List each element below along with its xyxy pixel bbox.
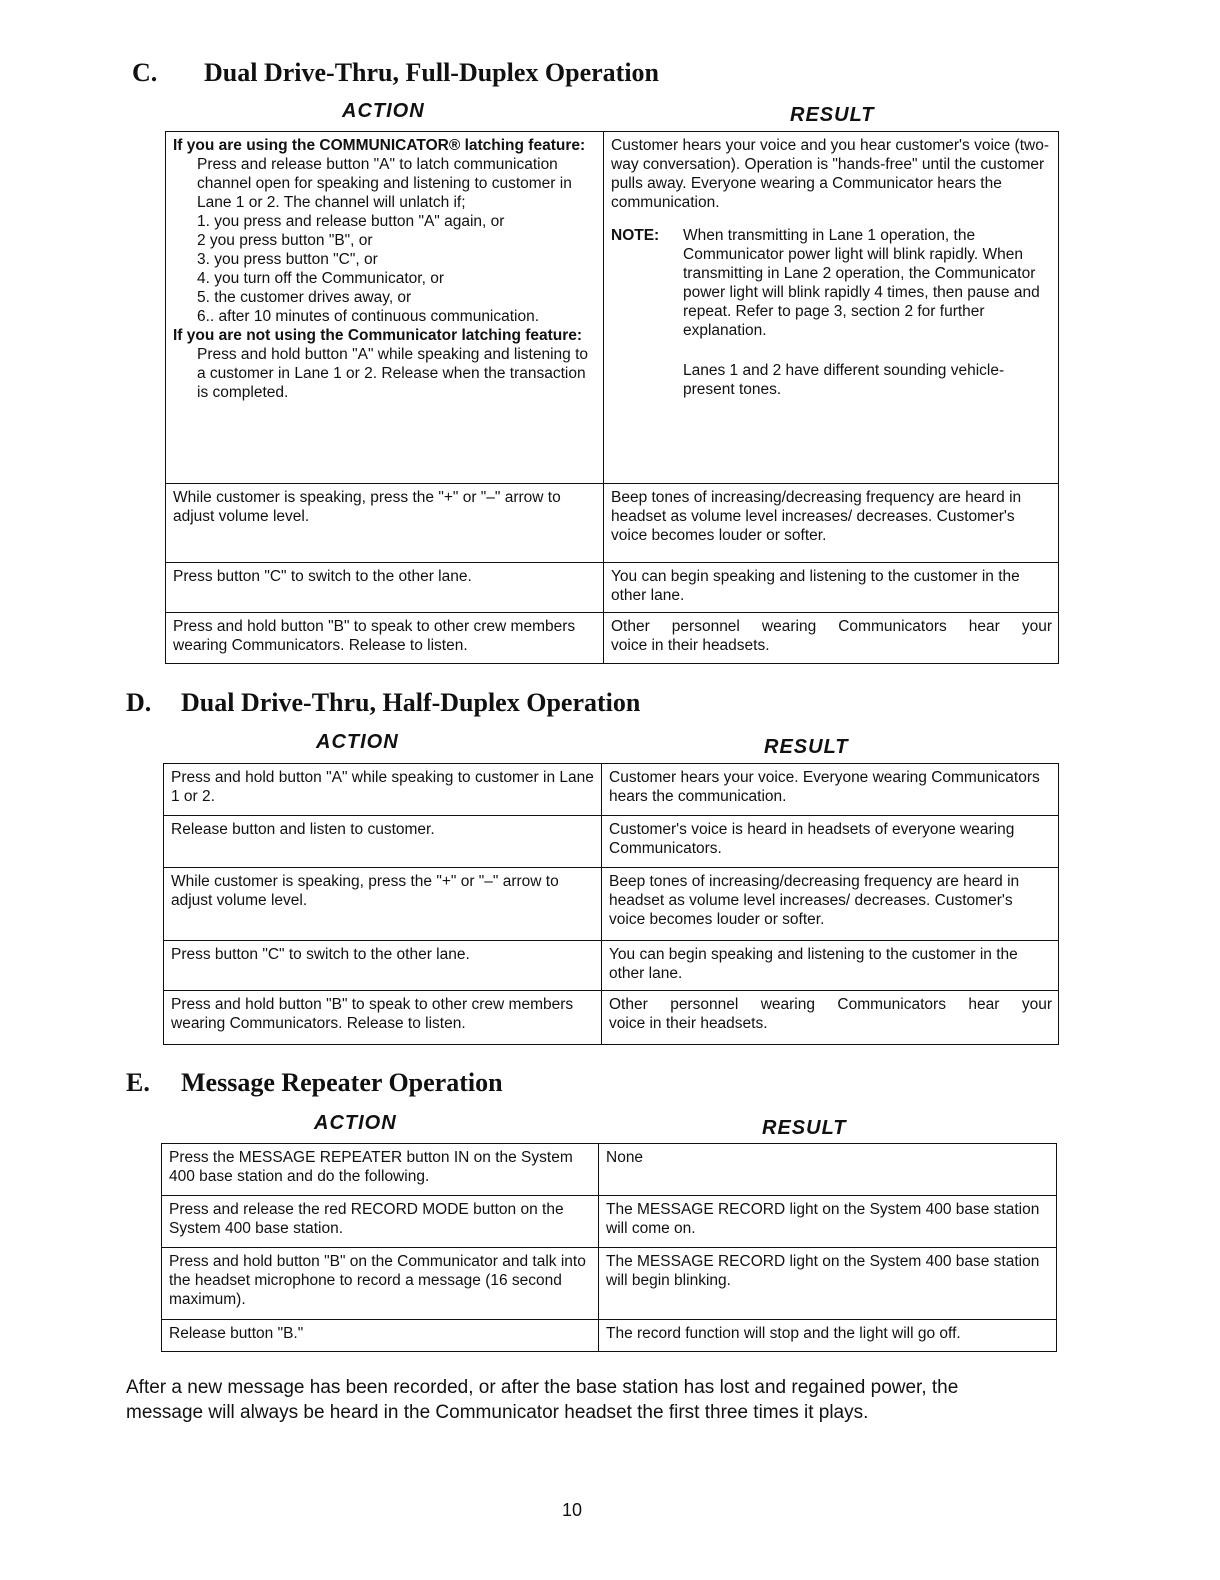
action-cell: Press button "C" to switch to the other lane. xyxy=(166,563,604,613)
table-row xyxy=(164,816,1059,868)
table-row xyxy=(164,991,1059,1045)
note-text: When transmitting in Lane 1 operation, the Communicator power light will blink rapidly. When transmitting in Lane 2 operation, the Communicator power light will blink rapidly 4 times, then pause and repeat. Refer to page 3, section 2 for further explanation. xyxy=(683,227,1040,339)
note-body xyxy=(683,226,1052,399)
table-row xyxy=(162,1144,1057,1196)
result-cell: Customer's voice is heard in headsets of everyone wearing Communicators. xyxy=(602,816,1059,868)
section-title-text: Dual Drive-Thru, Half-Duplex Operation xyxy=(181,688,641,717)
action-cell: Press the MESSAGE REPEATER button IN on the System 400 base station and do the following. xyxy=(162,1144,599,1196)
section-d-table xyxy=(163,763,1059,1045)
action-cell: Press and hold button "A" while speaking to customer in Lane 1 or 2. xyxy=(164,764,602,816)
action-cell: Release button and listen to customer. xyxy=(164,816,602,868)
section-letter: D. xyxy=(126,688,152,717)
result-cell: Beep tones of increasing/decreasing frequency are heard in headset as volume level increases/ decreases. Customer's voice becomes louder or softer. xyxy=(602,868,1059,941)
unlatch-conditions-list xyxy=(173,212,597,326)
result-cell xyxy=(602,991,1059,1045)
action-cell: Press button "C" to switch to the other lane. xyxy=(164,941,602,991)
result-cell: Customer hears your voice. Everyone wearing Communicators hears the communication. xyxy=(602,764,1059,816)
result-text: Customer hears your voice and you hear customer's voice (two-way conversation). Operation is "hands-free" until the customer pulls away. Everyone wearing a Communicator hears the communication. xyxy=(611,137,1050,211)
table-row xyxy=(164,764,1059,816)
action-column-header: ACTION xyxy=(342,100,425,122)
nolatch-heading: If you are not using the Communicator latching feature: xyxy=(173,327,583,344)
result-column-header: RESULT xyxy=(764,736,849,758)
list-item: 4. you turn off the Communicator, or xyxy=(197,270,444,287)
result-cell: The MESSAGE RECORD light on the System 400 base station will come on. xyxy=(599,1196,1057,1248)
table-row xyxy=(166,132,1059,484)
page-number: 10 xyxy=(561,1500,583,1520)
result-line: Other personnel wearing Communicators hear your xyxy=(611,618,1052,635)
table-row xyxy=(166,563,1059,613)
result-line: voice in their headsets. xyxy=(609,1015,768,1032)
list-item: 1. you press and release button "A" again, or xyxy=(197,213,505,230)
result-cell: The record function will stop and the light will go off. xyxy=(599,1320,1057,1352)
action-column-header: ACTION xyxy=(316,731,399,753)
action-column-header: ACTION xyxy=(314,1112,397,1134)
section-c-table xyxy=(165,131,1059,664)
section-title-text: Dual Drive-Thru, Full-Duplex Operation xyxy=(204,58,660,87)
list-item: 3. you press button "C", or xyxy=(197,251,378,268)
result-cell xyxy=(604,132,1059,484)
result-line: Other personnel wearing Communicators hear your xyxy=(609,996,1052,1013)
action-cell xyxy=(166,132,604,484)
latch-instructions: Press and release button "A" to latch communication channel open for speaking and listening to customer in Lane 1 or 2. The channel will unlatch if; xyxy=(197,156,572,211)
action-cell: Release button "B." xyxy=(162,1320,599,1352)
action-cell: Press and release the red RECORD MODE button on the System 400 base station. xyxy=(162,1196,599,1248)
latch-heading: If you are using the COMMUNICATOR® latching feature: xyxy=(173,137,586,154)
result-cell: You can begin speaking and listening to the customer in the other lane. xyxy=(604,563,1059,613)
list-item: 6.. after 10 minutes of continuous communication. xyxy=(197,308,540,325)
action-cell: Press and hold button "B" on the Communicator and talk into the headset microphone to record a message (16 second maximum). xyxy=(162,1248,599,1320)
result-cell: Beep tones of increasing/decreasing frequency are heard in headset as volume level increases/ decreases. Customer's voice becomes louder or softer. xyxy=(604,484,1059,563)
section-c-title xyxy=(132,58,659,88)
result-cell: You can begin speaking and listening to the customer in the other lane. xyxy=(602,941,1059,991)
section-e-title xyxy=(126,1068,503,1098)
action-cell: Press and hold button "B" to speak to other crew members wearing Communicators. Release to listen. xyxy=(166,613,604,664)
list-item: 5. the customer drives away, or xyxy=(197,289,412,306)
action-cell: Press and hold button "B" to speak to other crew members wearing Communicators. Release to listen. xyxy=(164,991,602,1045)
section-d-title xyxy=(126,688,640,718)
section-letter: C. xyxy=(132,58,158,87)
table-row xyxy=(164,941,1059,991)
table-row xyxy=(166,484,1059,563)
note-text-2: Lanes 1 and 2 have different sounding vehicle-present tones. xyxy=(683,362,1005,398)
list-item: 2 you press button "B", or xyxy=(197,232,373,249)
table-row xyxy=(164,868,1059,941)
table-row xyxy=(162,1248,1057,1320)
result-cell: None xyxy=(599,1144,1057,1196)
table-row xyxy=(162,1320,1057,1352)
nolatch-instructions: Press and hold button "A" while speaking and listening to a customer in Lane 1 or 2. Release when the transaction is completed. xyxy=(197,346,589,401)
result-cell: The MESSAGE RECORD light on the System 400 base station will begin blinking. xyxy=(599,1248,1057,1320)
note-label: NOTE: xyxy=(611,227,660,244)
section-e-table xyxy=(161,1143,1057,1352)
result-cell xyxy=(604,613,1059,664)
note-block xyxy=(611,226,1052,399)
result-column-header: RESULT xyxy=(762,1117,847,1139)
result-column-header: RESULT xyxy=(790,104,875,126)
table-row xyxy=(166,613,1059,664)
footer-paragraph: After a new message has been recorded, or after the base station has lost and regained power, the message will always be heard in the Communicator headset the first three times it plays. xyxy=(126,1377,959,1423)
section-letter: E. xyxy=(126,1068,150,1097)
section-title-text: Message Repeater Operation xyxy=(181,1068,503,1097)
action-cell: While customer is speaking, press the "+" or "–" arrow to adjust volume level. xyxy=(166,484,604,563)
action-cell: While customer is speaking, press the "+" or "–" arrow to adjust volume level. xyxy=(164,868,602,941)
table-row xyxy=(162,1196,1057,1248)
result-line: voice in their headsets. xyxy=(611,637,770,654)
